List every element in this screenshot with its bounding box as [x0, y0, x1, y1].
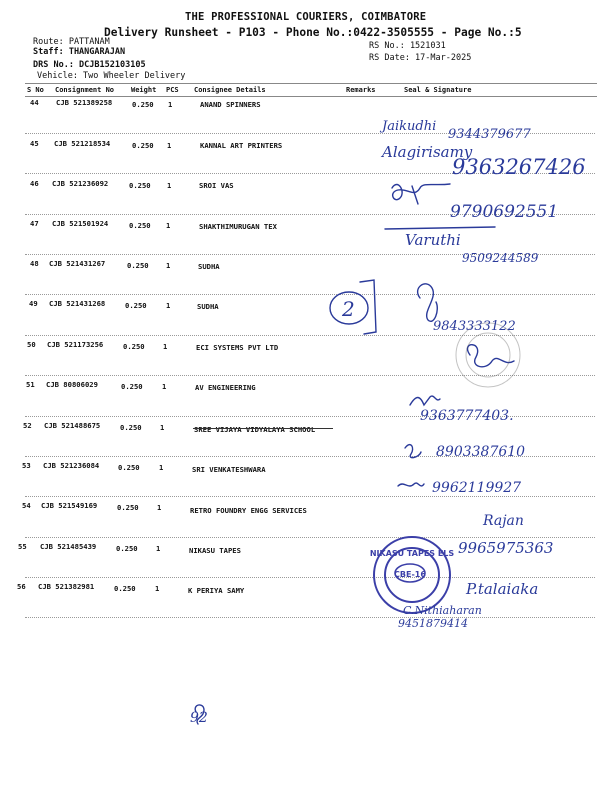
col-pcs: PCS	[166, 86, 179, 94]
row-weight: 0.250	[123, 342, 145, 351]
rs-date: RS Date: 17-Mar-2025	[369, 53, 472, 63]
handwritten-phone: 9509244589	[462, 251, 539, 265]
header-top-rule	[25, 83, 597, 84]
row-sno: 52	[23, 421, 32, 430]
row-sno: 50	[27, 340, 36, 349]
row-pcs: 1	[155, 584, 160, 593]
row-weight: 0.250	[114, 584, 136, 593]
row-consignee: SHAKTHIMURUGAN TEX	[199, 222, 277, 231]
row-weight: 0.250	[125, 301, 147, 310]
row-consignee: RETRO FOUNDRY ENGG SERVICES	[190, 506, 307, 515]
row-consignee: SROI VAS	[199, 181, 234, 190]
handwritten-signature: Rajan	[483, 513, 524, 529]
row-pcs: 1	[156, 544, 161, 553]
handwritten-phone: 9363267426	[452, 155, 586, 179]
row-pcs: 1	[160, 423, 165, 432]
row-pcs: 1	[162, 382, 167, 391]
col-seal: Seal & Signature	[404, 86, 472, 94]
underline-rule	[193, 428, 333, 429]
handwritten-name: C.Nithiaharan	[403, 604, 482, 617]
row-weight: 0.250	[118, 463, 140, 472]
handwritten-phone: 9344379677	[448, 127, 531, 142]
row-consignee: ANAND SPINNERS	[200, 100, 261, 109]
row-weight: 0.250	[132, 141, 154, 150]
row-consignment: CJB 521389258	[56, 98, 113, 107]
company-name: THE PROFESSIONAL COURIERS, COIMBATORE	[185, 11, 427, 23]
table-row	[0, 216, 600, 257]
row-pcs: 1	[166, 221, 171, 230]
handwritten-phone: 9451879414	[398, 617, 468, 630]
row-consignment: CJB 521549169	[41, 501, 98, 510]
handwritten-phone: 9843333122	[433, 319, 516, 334]
handwritten-phone: 9965975363	[458, 539, 554, 557]
row-divider	[25, 375, 595, 376]
row-pcs: 1	[159, 463, 164, 472]
stamp-text: NIKASU TAPES ELS	[369, 549, 455, 558]
handwritten-mark: 92	[190, 710, 208, 726]
row-consignee: NIKASU TAPES	[189, 546, 241, 555]
table-row	[0, 256, 600, 297]
handwritten-phone: 9790692551	[450, 202, 559, 222]
row-sno: 46	[30, 179, 39, 188]
route: Route: PATTANAM	[33, 37, 110, 47]
vehicle: Vehicle: Two Wheeler Delivery	[37, 71, 186, 81]
row-sno: 54	[22, 501, 31, 510]
row-sno: 44	[30, 98, 39, 107]
row-sno: 55	[18, 542, 27, 551]
row-divider	[25, 577, 595, 578]
table-row	[0, 539, 600, 580]
row-consignment: CJB 521485439	[40, 542, 97, 551]
row-consignee: AV ENGINEERING	[195, 383, 256, 392]
col-consignee: Consignee Details	[194, 86, 266, 94]
row-consignment: CJB 521382981	[38, 582, 95, 591]
row-pcs: 1	[157, 503, 162, 512]
table-row	[0, 377, 600, 418]
row-sno: 47	[30, 219, 39, 228]
row-divider	[25, 496, 595, 497]
row-consignee: ECI SYSTEMS PVT LTD	[196, 343, 279, 352]
row-sno: 45	[30, 139, 39, 148]
row-sno: 48	[30, 259, 39, 268]
row-sno: 56	[17, 582, 26, 591]
stamp-text: CBE-16	[394, 570, 426, 579]
handwritten-signature: P.talaiaka	[466, 580, 539, 598]
row-weight: 0.250	[120, 423, 142, 432]
rs-number: RS No.: 1521031	[369, 41, 446, 51]
row-divider	[25, 214, 595, 215]
row-consignee: SUDHA	[197, 302, 219, 311]
row-pcs: 1	[168, 100, 173, 109]
row-consignment: CJB 521488675	[44, 421, 101, 430]
table-row	[0, 337, 600, 378]
handwritten-signature: Jaikudhi	[382, 119, 437, 134]
row-divider	[25, 294, 595, 295]
row-weight: 0.250	[132, 100, 154, 109]
row-consignment: CJB 521501924	[52, 219, 109, 228]
row-weight: 0.250	[116, 544, 138, 553]
row-consignee: SREE VIJAYA VIDYALAYA SCHOOL	[194, 425, 316, 434]
table-row	[0, 498, 600, 539]
handwritten-signature: Varuthi	[405, 231, 461, 249]
row-consignment: CJB 521173256	[47, 340, 104, 349]
row-consignment: CJB 521236092	[52, 179, 109, 188]
table-row	[0, 418, 600, 459]
row-weight: 0.250	[129, 181, 151, 190]
col-weight: Weight	[131, 86, 157, 94]
row-weight: 0.250	[121, 382, 143, 391]
row-weight: 0.250	[127, 261, 149, 270]
row-consignment: CJB 521431267	[49, 259, 106, 268]
staff: Staff: THANGARAJAN	[33, 47, 126, 57]
runsheet-title: Delivery Runsheet - P103 - Phone No.:0422-3505555 - Page No.:5	[104, 26, 522, 39]
row-consignment: CJB 80806029	[46, 380, 98, 389]
row-divider	[25, 133, 595, 134]
col-remarks: Remarks	[346, 86, 376, 94]
row-consignee: K PERIYA SAMY	[188, 586, 245, 595]
row-consignment: CJB 521431268	[49, 299, 106, 308]
row-divider	[25, 173, 595, 174]
row-pcs: 1	[167, 141, 172, 150]
row-sno: 51	[26, 380, 35, 389]
row-consignee: KANNAL ART PRINTERS	[200, 141, 283, 150]
handwritten-name: Alagirisamy	[382, 143, 473, 161]
col-sno: S No	[27, 86, 44, 94]
row-consignee: SRI VENKATESHWARA	[192, 465, 266, 474]
row-weight: 0.250	[117, 503, 139, 512]
row-divider	[25, 537, 595, 538]
table-row	[0, 458, 600, 499]
row-consignment: CJB 521218534	[54, 139, 111, 148]
row-sno: 49	[29, 299, 38, 308]
row-divider	[25, 416, 595, 417]
table-row	[0, 176, 600, 217]
table-row	[0, 136, 600, 177]
table-row	[0, 96, 600, 137]
col-consignment: Consignment No	[55, 86, 115, 94]
row-pcs: 1	[167, 181, 172, 190]
row-divider	[25, 456, 595, 457]
table-row	[0, 579, 600, 620]
handwritten-phone: 8903387610	[436, 444, 526, 460]
row-pcs: 1	[163, 342, 168, 351]
table-row	[0, 296, 600, 337]
row-consignee: SUDHA	[198, 262, 220, 271]
handwritten-phone: 9363777403.	[420, 408, 514, 424]
row-divider	[25, 617, 595, 618]
row-divider	[25, 335, 595, 336]
row-pcs: 1	[166, 261, 171, 270]
row-consignment: CJB 521236084	[43, 461, 100, 470]
row-weight: 0.250	[129, 221, 151, 230]
row-sno: 53	[22, 461, 31, 470]
handwritten-mark: 2	[342, 297, 355, 321]
row-pcs: 1	[166, 301, 171, 310]
handwritten-phone: 9962119927	[432, 480, 522, 496]
drs-number: DRS No.: DCJB152103105	[33, 60, 146, 70]
row-divider	[25, 254, 595, 255]
